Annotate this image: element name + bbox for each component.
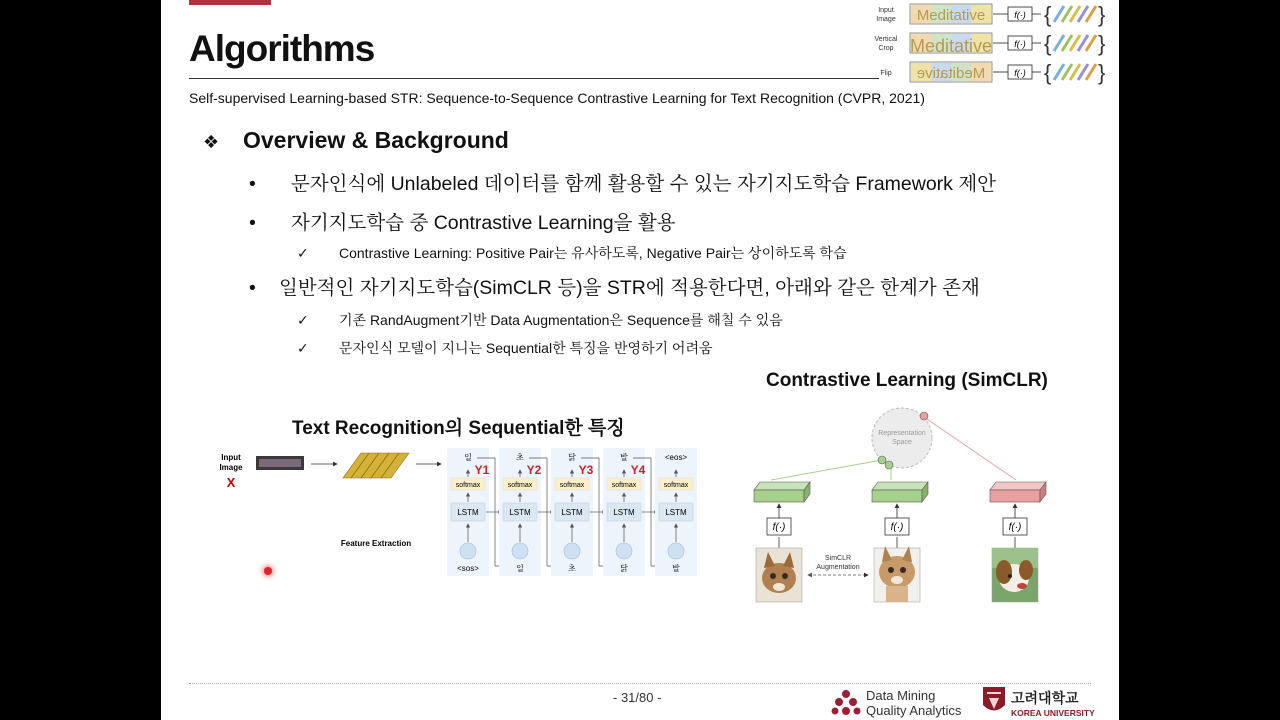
- bullet-dot-icon: •: [249, 277, 256, 299]
- brand-line-1: Data Mining: [866, 688, 936, 703]
- checkmark-icon: ✓: [297, 245, 309, 261]
- input-token: <sos>: [457, 564, 479, 573]
- positive-point-2: [885, 461, 893, 469]
- input-token: 일: [516, 564, 524, 573]
- sub-bullet-text: 문자인식 모델이 지니는 Sequential한 특징을 반영하기 어려움: [339, 340, 713, 356]
- input-embedding-circle: [668, 543, 684, 559]
- input-image-label-2: Image: [219, 463, 243, 472]
- aug-word-input: Meditative: [916, 7, 986, 24]
- bullet-dot-icon: •: [249, 173, 256, 195]
- paper-subtitle: Self-supervised Learning-based STR: Sequence-to-Sequence Contrastive Learning for Text Recognition (CVPR, 2021): [189, 90, 925, 106]
- feature-extractor-icon: [343, 453, 409, 478]
- input-var-x: X: [226, 475, 236, 490]
- augmentation-figure: [866, 0, 1116, 88]
- input-image-label-1: Input: [221, 453, 241, 462]
- university-name-ko: 고려대학교: [1011, 690, 1079, 706]
- footer-brand: [866, 688, 961, 718]
- aug-word-flip: Meditative: [916, 65, 986, 82]
- section-heading: [203, 127, 509, 154]
- svg-text:{: {: [1044, 31, 1052, 56]
- svg-text:{: {: [1044, 2, 1052, 27]
- page-number: - 31/80 -: [613, 690, 662, 705]
- aug-label-input-2: Image: [876, 16, 896, 23]
- lstm-label: LSTM: [561, 508, 583, 517]
- softmax-label: softmax: [663, 482, 689, 489]
- seq-figure-title: Text Recognition의 Sequential한 특징: [292, 418, 625, 439]
- sub-bullet-text: Contrastive Learning: Positive Pair는 유사하도록, Negative Pair는 상이하도록 학습: [339, 245, 847, 261]
- softmax-label: softmax: [455, 482, 481, 489]
- simclr-figure-title: Contrastive Learning (SimCLR): [766, 370, 1048, 391]
- bullet-item: [249, 168, 996, 196]
- input-token: 닭: [620, 564, 628, 573]
- aug-row-flip: [880, 60, 1105, 85]
- input-token: 초: [568, 564, 576, 573]
- title-divider: [189, 78, 879, 79]
- lstm-cells: [447, 448, 697, 576]
- bullet-text: 문자인식에 Unlabeled 데이터를 함께 활용할 수 있는 자기지도학습 Framework 제안: [291, 173, 997, 195]
- aug-label-crop-2: Crop: [878, 45, 894, 52]
- slide: [161, 0, 1119, 720]
- university-name-en: KOREA UNIVERSITY: [1011, 708, 1095, 718]
- embedding-block-2: [872, 482, 928, 502]
- output-token: 발: [620, 453, 628, 462]
- aug-func-1: f(·): [1014, 10, 1026, 20]
- laser-pointer-dot: [264, 567, 272, 575]
- representation-label-1: Representation: [878, 430, 926, 437]
- aug-row-input: [876, 2, 1105, 27]
- sub-bullet-item: [297, 310, 783, 330]
- svg-text:}: }: [1098, 31, 1106, 56]
- dmqa-logo-icon: [831, 688, 861, 716]
- output-token: 닭: [568, 453, 576, 462]
- sub-bullet-item: [297, 243, 847, 263]
- simclr-figure: [746, 400, 1066, 615]
- augment-label-1: SimCLR: [824, 555, 852, 562]
- accent-bar: [189, 0, 271, 5]
- input-embedding-circle: [512, 543, 528, 559]
- input-embedding-circle: [460, 543, 476, 559]
- brand-line-2: Quality Analytics: [866, 703, 962, 718]
- bullet-item: [249, 272, 980, 300]
- aug-label-crop-1: Vertical: [874, 36, 898, 43]
- softmax-label: softmax: [611, 482, 637, 489]
- bullet-dot-icon: •: [249, 212, 256, 234]
- university-crest-icon: [981, 685, 1007, 717]
- footer-divider: [189, 683, 1091, 684]
- input-embedding-circle: [564, 543, 580, 559]
- aug-word-crop: Meditative: [909, 36, 993, 56]
- lstm-label: LSTM: [509, 508, 531, 517]
- cat-image-2: [874, 546, 920, 602]
- bullet-text: 자기지도학습 중 Contrastive Learning을 활용: [291, 212, 676, 234]
- lstm-label: LSTM: [613, 508, 635, 517]
- softmax-label: softmax: [559, 482, 585, 489]
- university-wordmark: [1011, 688, 1095, 718]
- sub-bullet-text: 기존 RandAugment기반 Data Augmentation은 Sequence를 해칠 수 있음: [339, 312, 783, 328]
- output-token: 일: [464, 453, 472, 462]
- embedding-block-3: [990, 482, 1046, 502]
- input-token: 발: [672, 564, 680, 573]
- encoder-label-3: f(·): [1008, 522, 1022, 533]
- y-label: Y1: [474, 463, 490, 477]
- aug-label-flip: Flip: [880, 70, 892, 77]
- sub-bullet-item: [297, 338, 713, 358]
- diamond-bullet-icon: ❖: [203, 132, 220, 152]
- svg-text:}: }: [1098, 2, 1106, 27]
- representation-label-2: Space: [892, 439, 912, 446]
- output-token: 초: [516, 453, 524, 462]
- aug-row-crop: [875, 31, 1106, 56]
- bullet-text: 일반적인 자기지도학습(SimCLR 등)을 STR에 적용한다면, 아래와 같은 한계가 존재: [279, 277, 980, 299]
- output-token: <eos>: [664, 453, 688, 462]
- encoder-label-1: f(·): [772, 522, 786, 533]
- positive-point-1: [878, 456, 886, 464]
- dog-image: [992, 548, 1038, 602]
- lstm-label: LSTM: [665, 508, 687, 517]
- aug-label-input-1: Input: [878, 7, 894, 14]
- embedding-block-1: [754, 482, 810, 502]
- augment-label-2: Augmentation: [816, 564, 860, 571]
- lstm-label: LSTM: [457, 508, 479, 517]
- input-embedding-circle: [616, 543, 632, 559]
- aug-func-3: f(·): [1014, 68, 1026, 78]
- y-label: Y3: [578, 463, 594, 477]
- page-title: Algorithms: [189, 28, 375, 69]
- svg-text:}: }: [1098, 60, 1106, 85]
- y-label: Y4: [630, 463, 646, 477]
- svg-text:{: {: [1044, 60, 1052, 85]
- y-label: Y2: [526, 463, 542, 477]
- feature-extraction-label: Feature Extraction: [340, 539, 412, 548]
- checkmark-icon: ✓: [297, 340, 309, 356]
- softmax-label: softmax: [507, 482, 533, 489]
- sequential-figure: [211, 448, 711, 578]
- checkmark-icon: ✓: [297, 312, 309, 328]
- negative-point: [920, 412, 928, 420]
- section-title: Overview & Background: [243, 127, 509, 153]
- encoder-label-2: f(·): [890, 522, 904, 533]
- aug-func-2: f(·): [1014, 39, 1026, 49]
- bullet-item: [249, 207, 676, 235]
- cat-image-1: [756, 548, 802, 602]
